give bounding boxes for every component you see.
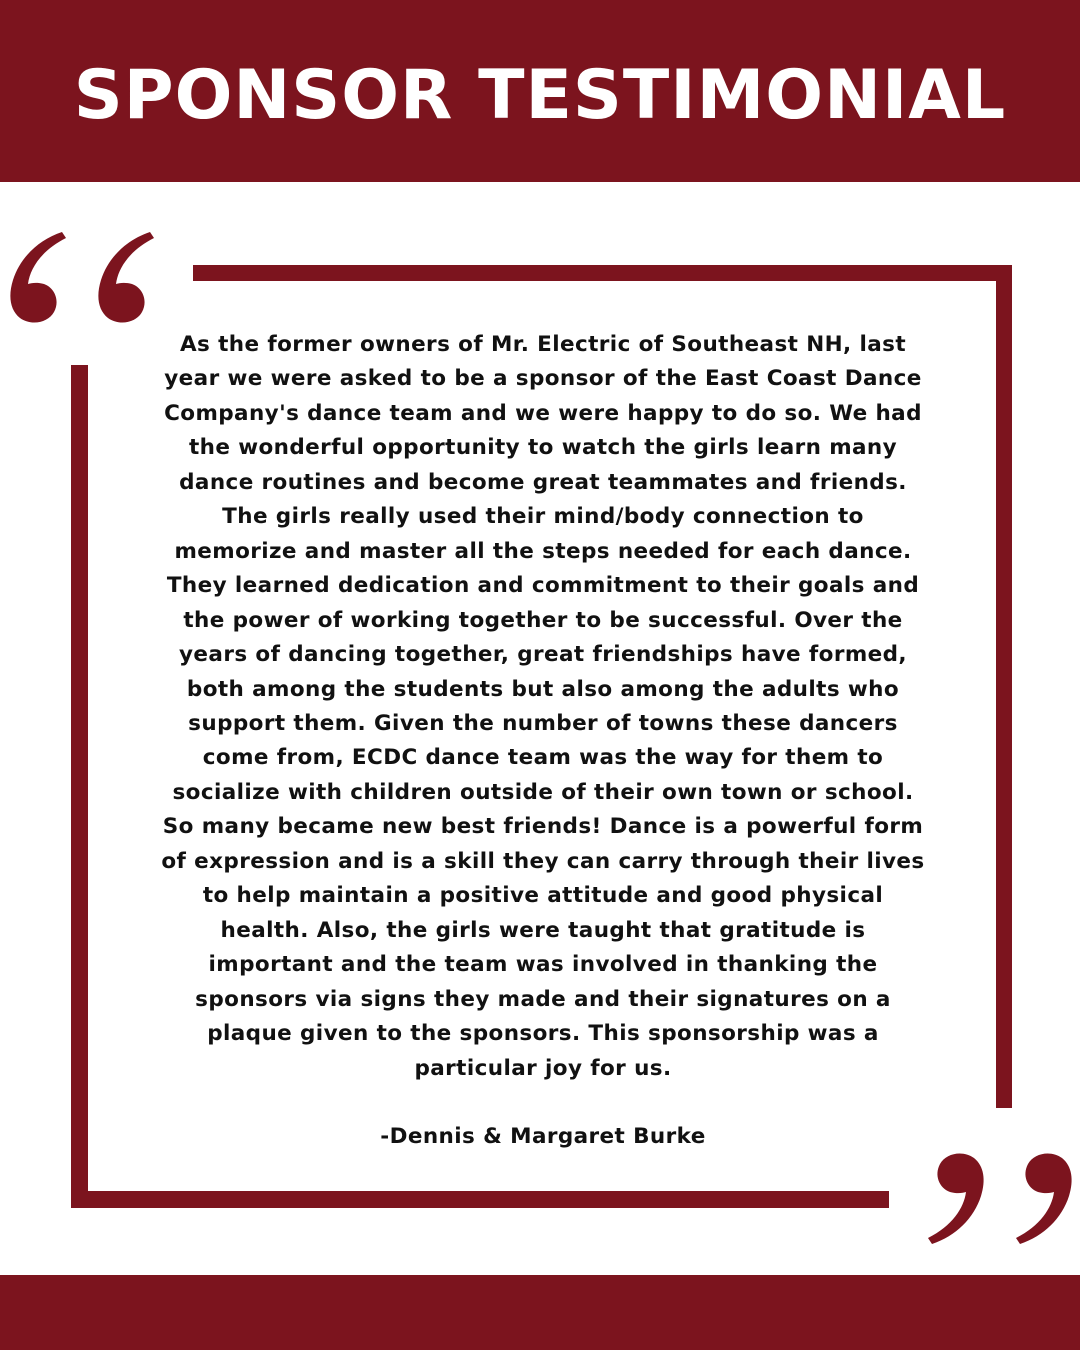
testimonial-line: They learned dedication and commitment to their goals and bbox=[166, 573, 920, 599]
testimonial-line: to help maintain a positive attitude and good physical bbox=[202, 883, 884, 909]
testimonial-line: health. Also, the girls were taught that gratitude is bbox=[220, 917, 866, 943]
frame-left-edge bbox=[71, 365, 88, 1208]
frame-bottom-edge bbox=[71, 1191, 889, 1208]
testimonial-line: support them. Given the number of towns these dancers bbox=[188, 710, 898, 736]
frame-top-edge bbox=[193, 265, 1012, 281]
testimonial-line: So many became new best friends! Dance is a powerful form bbox=[162, 814, 924, 840]
page-title: SPONSOR TESTIMONIAL bbox=[73, 55, 1007, 135]
testimonial-line: sponsors via signs they made and their signatures on a bbox=[195, 986, 891, 1012]
testimonial-line: memorize and master all the steps needed for each dance. bbox=[174, 538, 912, 564]
footer-banner bbox=[0, 1275, 1080, 1350]
testimonial-line: the power of working together to be successful. Over the bbox=[183, 607, 903, 633]
header-banner bbox=[0, 0, 1080, 182]
testimonial-line: of expression and is a skill they can carry through their lives bbox=[161, 848, 925, 874]
testimonial-line: years of dancing together, great friendships have formed, bbox=[179, 642, 907, 668]
testimonial-signature: -Dennis & Margaret Burke bbox=[380, 1124, 706, 1149]
testimonial-line: important and the team was involved in thanking the bbox=[208, 952, 878, 978]
testimonial-line: The girls really used their mind/body connection to bbox=[222, 504, 864, 530]
testimonial-line: dance routines and become great teammates and friends. bbox=[179, 469, 907, 495]
close-quote-icon bbox=[918, 1150, 1078, 1250]
testimonial-line: plaque given to the sponsors. This sponsorship was a bbox=[207, 1021, 879, 1047]
testimonial-line: year we were asked to be a sponsor of the East Coast Dance bbox=[164, 366, 922, 392]
open-quote-icon bbox=[4, 226, 164, 326]
testimonial-line: the wonderful opportunity to watch the girls learn many bbox=[188, 435, 898, 461]
testimonial-line: Company's dance team and we were happy to do so. We had bbox=[164, 400, 922, 426]
testimonial-line: particular joy for us. bbox=[414, 1055, 672, 1081]
testimonial-line: come from, ECDC dance team was the way for them to bbox=[202, 745, 884, 771]
testimonial-line: both among the students but also among the adults who bbox=[186, 676, 900, 702]
frame-right-edge bbox=[996, 265, 1012, 1108]
testimonial-line: socialize with children outside of their own town or school. bbox=[172, 779, 914, 805]
testimonial-line: As the former owners of Mr. Electric of Southeast NH, last bbox=[179, 332, 907, 357]
testimonial-body bbox=[108, 328, 978, 1086]
